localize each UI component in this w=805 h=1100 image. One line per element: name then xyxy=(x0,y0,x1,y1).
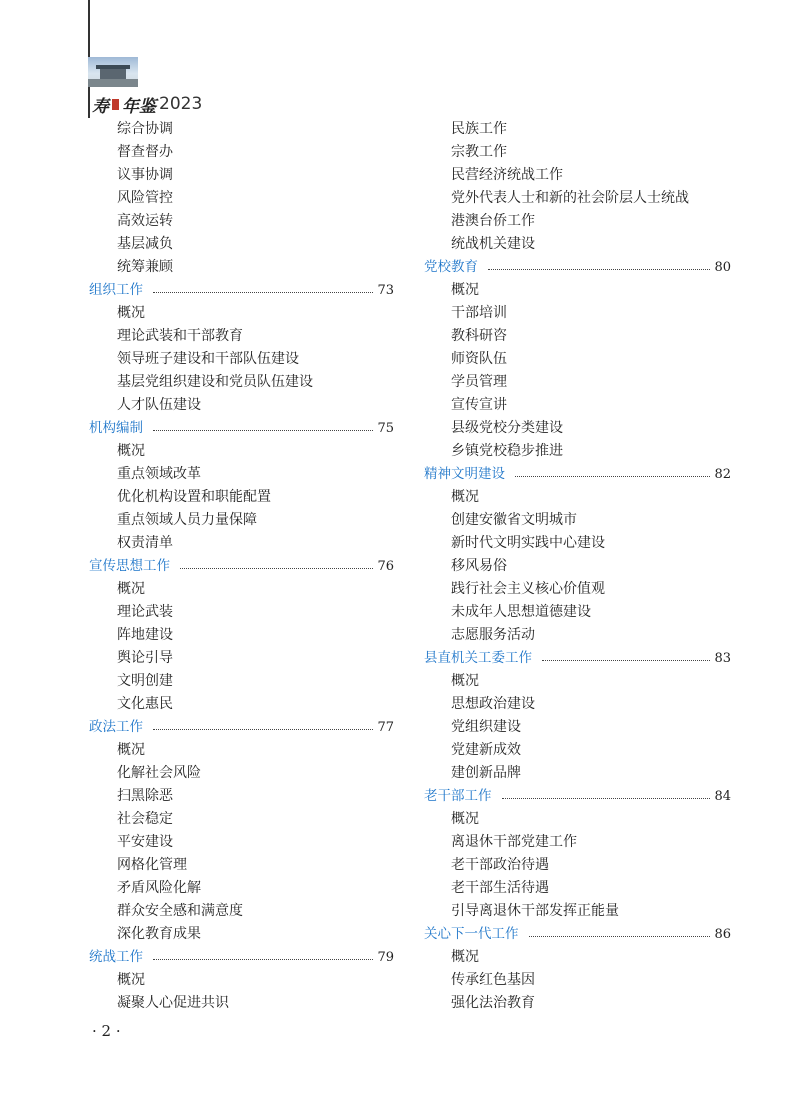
logo-seal-icon xyxy=(112,99,119,110)
toc-subentry[interactable]: 督查督办 xyxy=(117,144,173,160)
dot-leader xyxy=(180,568,373,569)
toc-subentry[interactable]: 平安建设 xyxy=(117,834,173,850)
dot-leader xyxy=(488,269,710,270)
section-title: 宣传思想工作 xyxy=(89,558,170,574)
header-photo xyxy=(88,57,138,87)
toc-subentry[interactable]: 学员管理 xyxy=(451,374,507,390)
toc-subentry[interactable]: 化解社会风险 xyxy=(117,765,201,781)
toc-section-entry[interactable] xyxy=(424,923,731,946)
section-title: 组织工作 xyxy=(89,282,143,298)
dot-leader xyxy=(153,430,373,431)
dot-leader xyxy=(542,660,710,661)
toc-subentry[interactable]: 创建安徽省文明城市 xyxy=(451,512,577,528)
logo-year: 2023 xyxy=(159,94,203,114)
toc-subentry[interactable]: 践行社会主义核心价值观 xyxy=(451,581,605,597)
toc-subentry[interactable]: 师资队伍 xyxy=(451,351,507,367)
toc-subentry[interactable]: 理论武装 xyxy=(117,604,173,620)
section-page-number: 73 xyxy=(377,283,394,298)
toc-subentry[interactable]: 党建新成效 xyxy=(451,742,521,758)
toc-subentry[interactable]: 群众安全感和满意度 xyxy=(117,903,243,919)
toc-subentry[interactable]: 深化教育成果 xyxy=(117,926,201,942)
toc-section-entry[interactable] xyxy=(424,785,731,808)
toc-subentry[interactable]: 未成年人思想道德建设 xyxy=(451,604,591,620)
toc-section-entry[interactable] xyxy=(424,647,731,670)
toc-subentry[interactable]: 港澳台侨工作 xyxy=(451,213,535,229)
toc-subentry[interactable]: 干部培训 xyxy=(451,305,507,321)
toc-subentry[interactable]: 凝聚人心促进共识 xyxy=(117,995,229,1011)
section-page-number: 86 xyxy=(714,927,731,942)
section-title: 精神文明建设 xyxy=(424,466,505,482)
toc-subentry[interactable]: 思想政治建设 xyxy=(451,696,535,712)
toc-subentry[interactable]: 党组织建设 xyxy=(451,719,521,735)
toc-subentry[interactable]: 基层党组织建设和党员队伍建设 xyxy=(117,374,313,390)
toc-section-entry[interactable] xyxy=(89,946,394,969)
dot-leader xyxy=(502,798,711,799)
section-page-number: 79 xyxy=(377,950,394,965)
logo-text-a: 寿 xyxy=(92,96,109,117)
dot-leader xyxy=(153,959,373,960)
toc-subentry[interactable]: 概况 xyxy=(117,581,145,597)
toc-subentry[interactable]: 概况 xyxy=(117,305,145,321)
toc-section-entry[interactable] xyxy=(424,256,731,279)
toc-subentry[interactable]: 重点领域人员力量保障 xyxy=(117,512,257,528)
toc-subentry[interactable]: 概况 xyxy=(451,282,479,298)
toc-subentry[interactable]: 概况 xyxy=(451,949,479,965)
toc-subentry[interactable]: 概况 xyxy=(117,972,145,988)
toc-subentry[interactable]: 议事协调 xyxy=(117,167,173,183)
section-page-number: 80 xyxy=(714,260,731,275)
toc-subentry[interactable]: 乡镇党校稳步推进 xyxy=(451,443,563,459)
toc-subentry[interactable]: 概况 xyxy=(451,811,479,827)
toc-subentry[interactable]: 概况 xyxy=(451,489,479,505)
toc-subentry[interactable]: 引导离退休干部发挥正能量 xyxy=(451,903,619,919)
dot-leader xyxy=(153,292,373,293)
toc-subentry[interactable]: 优化机构设置和职能配置 xyxy=(117,489,271,505)
section-page-number: 83 xyxy=(714,651,731,666)
toc-subentry[interactable]: 基层减负 xyxy=(117,236,173,252)
section-page-number: 77 xyxy=(377,720,394,735)
toc-section-entry[interactable] xyxy=(89,716,394,739)
toc-subentry[interactable]: 老干部政治待遇 xyxy=(451,857,549,873)
toc-section-entry[interactable] xyxy=(89,279,394,302)
section-page-number: 82 xyxy=(714,467,731,482)
logo-text-b: 年鉴 xyxy=(122,96,156,117)
section-page-number: 75 xyxy=(377,421,394,436)
toc-subentry[interactable]: 志愿服务活动 xyxy=(451,627,535,643)
toc-section-entry[interactable] xyxy=(424,463,731,486)
toc-subentry[interactable]: 党外代表人士和新的社会阶层人士统战 xyxy=(451,190,689,206)
toc-subentry[interactable]: 强化法治教育 xyxy=(451,995,535,1011)
toc-subentry[interactable]: 人才队伍建设 xyxy=(117,397,201,413)
toc-subentry[interactable]: 统战机关建设 xyxy=(451,236,535,252)
toc-section-entry[interactable] xyxy=(89,417,394,440)
page-number: · 2 · xyxy=(92,1022,121,1040)
dot-leader xyxy=(153,729,373,730)
toc-subentry[interactable]: 移风易俗 xyxy=(451,558,507,574)
toc-subentry[interactable]: 社会稳定 xyxy=(117,811,173,827)
toc-subentry[interactable]: 网格化管理 xyxy=(117,857,187,873)
toc-subentry[interactable]: 县级党校分类建设 xyxy=(451,420,563,436)
toc-subentry[interactable]: 高效运转 xyxy=(117,213,173,229)
toc-subentry[interactable]: 文化惠民 xyxy=(117,696,173,712)
dot-leader xyxy=(529,936,711,937)
section-page-number: 84 xyxy=(714,789,731,804)
section-title: 政法工作 xyxy=(89,719,143,735)
toc-subentry[interactable]: 领导班子建设和干部队伍建设 xyxy=(117,351,299,367)
toc-subentry[interactable]: 权责清单 xyxy=(117,535,173,551)
toc-subentry[interactable]: 新时代文明实践中心建设 xyxy=(451,535,605,551)
toc-subentry[interactable]: 老干部生活待遇 xyxy=(451,880,549,896)
section-page-number: 76 xyxy=(377,559,394,574)
toc-subentry[interactable]: 离退休干部党建工作 xyxy=(451,834,577,850)
yearbook-logo xyxy=(92,92,202,116)
toc-subentry[interactable]: 概况 xyxy=(117,443,145,459)
toc-subentry[interactable]: 民族工作 xyxy=(451,121,507,137)
toc-subentry[interactable]: 概况 xyxy=(451,673,479,689)
toc-subentry[interactable]: 宣传宣讲 xyxy=(451,397,507,413)
toc-subentry[interactable]: 民营经济统战工作 xyxy=(451,167,563,183)
toc-subentry[interactable]: 风险管控 xyxy=(117,190,173,206)
toc-subentry[interactable]: 教科研咨 xyxy=(451,328,507,344)
toc-subentry[interactable]: 舆论引导 xyxy=(117,650,173,666)
toc-subentry[interactable]: 统筹兼顾 xyxy=(117,259,173,275)
dot-leader xyxy=(515,476,710,477)
toc-section-entry[interactable] xyxy=(89,555,394,578)
toc-subentry[interactable]: 矛盾风险化解 xyxy=(117,880,201,896)
toc-subentry[interactable]: 综合协调 xyxy=(117,121,173,137)
toc-subentry[interactable]: 阵地建设 xyxy=(117,627,173,643)
toc-subentry[interactable]: 宗教工作 xyxy=(451,144,507,160)
section-title: 老干部工作 xyxy=(424,788,492,804)
section-title: 统战工作 xyxy=(89,949,143,965)
section-title: 机构编制 xyxy=(89,420,143,436)
toc-subentry[interactable]: 理论武装和干部教育 xyxy=(117,328,243,344)
toc-subentry[interactable]: 概况 xyxy=(117,742,145,758)
toc-subentry[interactable]: 文明创建 xyxy=(117,673,173,689)
toc-subentry[interactable]: 建创新品牌 xyxy=(451,765,521,781)
toc-subentry[interactable]: 重点领域改革 xyxy=(117,466,201,482)
section-title: 关心下一代工作 xyxy=(424,926,519,942)
section-title: 县直机关工委工作 xyxy=(424,650,532,666)
toc-subentry[interactable]: 扫黑除恶 xyxy=(117,788,173,804)
toc-subentry[interactable]: 传承红色基因 xyxy=(451,972,535,988)
section-title: 党校教育 xyxy=(424,259,478,275)
